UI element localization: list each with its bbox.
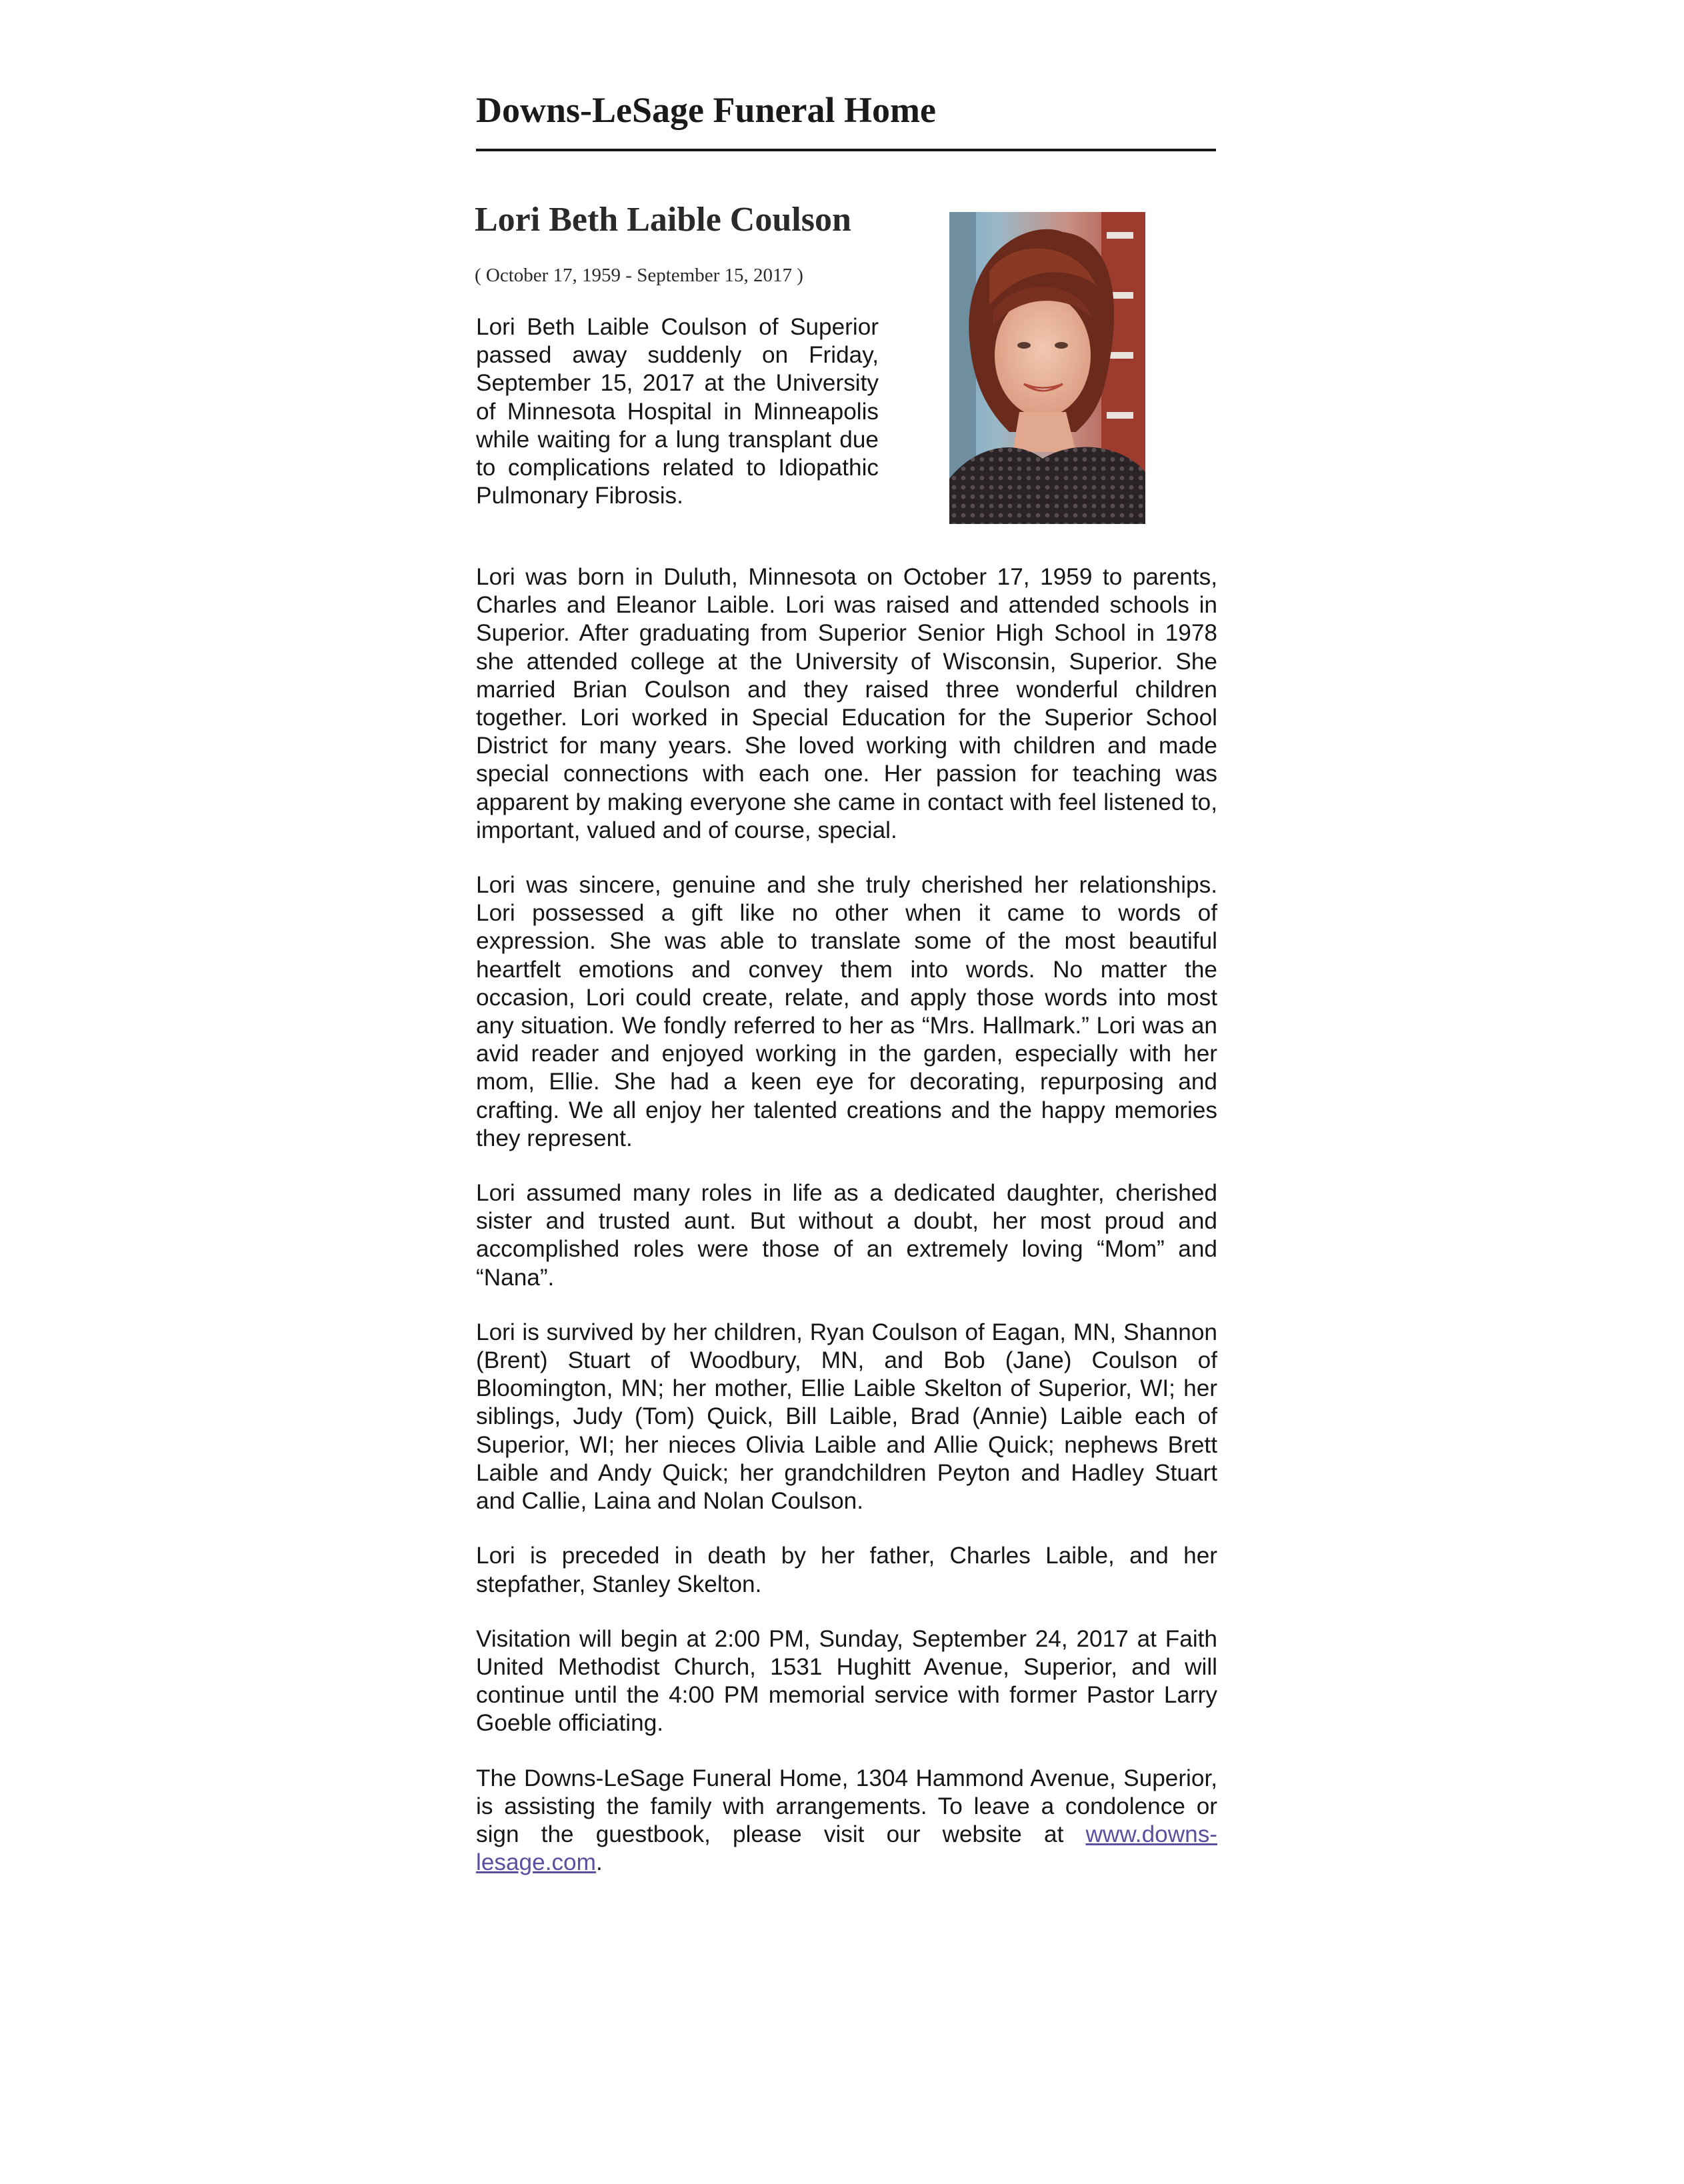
title-divider — [476, 149, 1216, 151]
portrait-photo-icon — [949, 212, 1145, 524]
paragraph-visitation: Visitation will begin at 2:00 PM, Sunday, September 24, 2017 at Faith United Methodist Church, 1531 Hughitt Avenue, Superior, and will continue until the 4:00 PM memorial service with former Pastor Larry Goeble officiating. — [476, 1625, 1217, 1737]
funeral-home-title: Downs-LeSage Funeral Home — [476, 90, 936, 130]
closing-period: . — [595, 1849, 603, 1876]
paragraph-roles: Lori assumed many roles in life as a dedicated daughter, cherished sister and trusted aunt. But without a doubt, her most proud and accomplished roles were those of an extremely loving “Mom” and “Nana”. — [476, 1180, 1217, 1291]
paragraph-early-life: Lori was born in Duluth, Minnesota on October 17, 1959 to parents, Charles and Eleanor Laible. Lori was raised and attended schools in Superior. After graduating from Superior Senior High School in 1978 she attended college at the University of Wisconsin, Superior. She married Brian Coulson and they raised three wonderful children together. Lori worked in Special Education for the Superior School District for many years. She loved working with children and made special connections with each one. Her passion for teaching was apparent by making everyone she came in contact with feel listened to, important, valued and of course, special. — [476, 564, 1217, 843]
deceased-name: Lori Beth Laible Coulson — [475, 201, 851, 239]
paragraph-personality: Lori was sincere, genuine and she truly cherished her relationships. Lori possessed a gift like no other when it came to words of expression. She was able to translate some of the most beautiful heartfelt emotions and convey them into words. No matter the occasion, Lori could create, relate, and apply those words into most any situation. We fondly referred to her as “Mrs. Hallmark.” Lori was an avid reader and enjoyed working in the garden, especially with her mom, Ellie. She had a keen eye for decorating, repurposing and crafting. We all enjoy her talented creations and the happy memories they represent. — [476, 872, 1217, 1151]
obituary-body — [476, 563, 1217, 1903]
website-link[interactable]: www.downs-lesage.com — [476, 1821, 1217, 1876]
life-dates: ( October 17, 1959 - September 15, 2017 ) — [475, 265, 803, 286]
paragraph-arrangements — [476, 1765, 1217, 1877]
paragraph-preceded-by: Lori is preceded in death by her father, Charles Laible, and her stepfather, Stanley Skelton. — [476, 1543, 1217, 1597]
intro-paragraph: Lori Beth Laible Coulson of Superior passed away suddenly on Friday, September 15, 2017 at the University of Minnesota Hospital in Minneapolis while waiting for a lung transplant due to complications related to Idiopathic Pulmonary Fibrosis. — [476, 314, 879, 509]
paragraph-survived-by: Lori is survived by her children, Ryan Coulson of Eagan, MN, Shannon (Brent) Stuart of Woodbury, MN, and Bob (Jane) Coulson of Bloomington, MN; her mother, Ellie Laible Skelton of Superior, WI; her siblings, Judy (Tom) Quick, Bill Laible, Brad (Annie) Laible each of Superior, WI; her nieces Olivia Laible and Allie Quick; nephews Brett Laible and Andy Quick; her grandchildren Peyton and Hadley Stuart and Callie, Laina and Nolan Coulson. — [476, 1319, 1217, 1515]
arrangements-text: The Downs-LeSage Funeral Home, 1304 Hammond Avenue, Superior, is assisting the family with arrangements. To leave a condolence or sign the guestbook, please visit our website at — [476, 1765, 1217, 1847]
